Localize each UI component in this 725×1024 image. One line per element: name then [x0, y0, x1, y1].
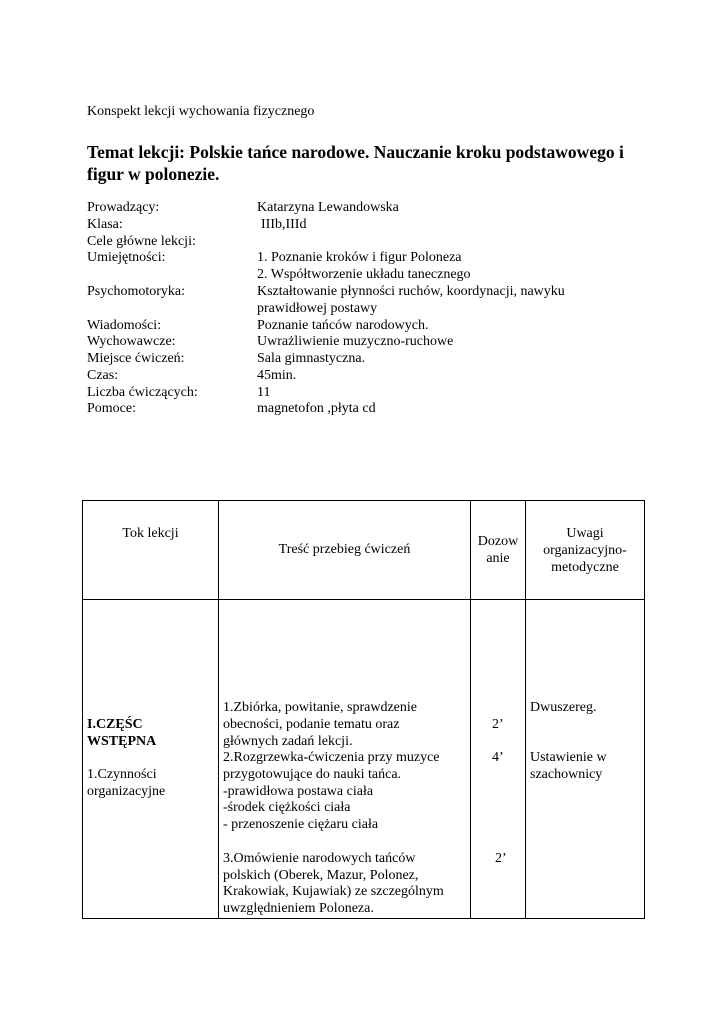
cell-exercise-content: [219, 600, 471, 919]
header-dosage-line-1: Dozow: [477, 534, 519, 549]
content-line-2: obecności, podanie tematu oraz: [223, 717, 400, 732]
info-value-class: IIIb,IIId: [261, 217, 307, 232]
info-value-skills-2: 2. Współtworzenie układu tanecznego: [257, 267, 471, 282]
header-dosage-line-2: anie: [486, 551, 510, 566]
note-2: Ustawienie w: [530, 750, 607, 765]
info-value-educational: Uwrażliwienie muzyczno-ruchowe: [257, 334, 454, 349]
info-label-psychomotor: Psychomotoryka:: [87, 284, 185, 299]
content-line-9: 3.Omówienie narodowych tańców: [223, 851, 416, 866]
info-value-psychomotor-2: prawidłowej postawy: [257, 301, 378, 316]
part-title-line-2: WSTĘPNA: [87, 734, 157, 749]
info-value-knowledge: Poznanie tańców narodowych.: [257, 318, 429, 333]
info-label-leader: Prowadzący:: [87, 200, 160, 215]
info-value-location: Sala gimnastyczna.: [257, 351, 366, 366]
info-value-time: 45min.: [257, 368, 297, 383]
dose-1: 2’: [492, 717, 504, 732]
content-line-3: głównych zadań lekcji.: [223, 734, 353, 749]
info-value-leader: Katarzyna Lewandowska: [257, 200, 399, 215]
note-1: Dwuszereg.: [530, 700, 597, 715]
info-label-time: Czas:: [87, 368, 119, 383]
table-row: [83, 600, 645, 919]
info-label-educational: Wychowawcze:: [87, 334, 176, 349]
subpart-line-2: organizacyjne: [87, 784, 166, 799]
content-line-10: polskich (Oberek, Mazur, Polonez,: [223, 868, 419, 883]
cell-notes: [526, 600, 645, 919]
note-3: szachownicy: [530, 767, 603, 782]
content-line-8: - przenoszenie ciężaru ciała: [223, 817, 379, 832]
info-label-knowledge: Wiadomości:: [87, 318, 162, 333]
header-exercise-content-label: Treść przebieg ćwiczeń: [278, 542, 411, 557]
document-heading: Konspekt lekcji wychowania fizycznego: [87, 104, 315, 119]
info-value-participants: 11: [257, 385, 271, 400]
subpart-line-1: 1.Czynności: [87, 767, 157, 782]
info-label-skills: Umiejętności:: [87, 250, 166, 265]
header-exercise-content: [219, 501, 471, 600]
content-line-1: 1.Zbiórka, powitanie, sprawdzenie: [223, 700, 417, 715]
dose-3: 2’: [495, 851, 507, 866]
content-line-7: -środek ciężkości ciała: [223, 800, 351, 815]
header-lesson-course: [83, 501, 219, 600]
content-line-12: uwzględnieniem Poloneza.: [223, 901, 374, 916]
content-line-5: przygotowujące do nauki tańca.: [223, 767, 402, 782]
lesson-plan-table: [82, 500, 645, 919]
content-line-4: 2.Rozgrzewka-ćwiczenia przy muzyce: [223, 750, 440, 765]
cell-lesson-part: [83, 600, 219, 919]
info-value-psychomotor-1: Kształtowanie płynności ruchów, koordynacji, nawyku: [257, 284, 565, 299]
header-notes-line-2: organizacyjno-: [543, 543, 627, 558]
table-header-row: [83, 501, 645, 600]
part-title-line-1: I.CZĘŚC: [87, 717, 143, 732]
info-label-aids: Pomoce:: [87, 401, 136, 416]
header-lesson-course-label: Tok lekcji: [122, 526, 179, 541]
header-notes-line-1: Uwagi: [566, 526, 604, 541]
info-label-main-goals: Cele główne lekcji:: [87, 234, 196, 249]
cell-dosage: [471, 600, 526, 919]
header-notes: [526, 501, 645, 600]
content-line-11: Krakowiak, Kujawiak) ze szczególnym: [223, 884, 444, 899]
lesson-topic-line-2: figur w polonezie.: [87, 164, 220, 184]
info-label-location: Miejsce ćwiczeń:: [87, 351, 185, 366]
info-label-participants: Liczba ćwiczących:: [87, 385, 198, 400]
header-dosage: [471, 501, 526, 600]
header-notes-line-3: metodyczne: [551, 560, 619, 575]
info-label-class: Klasa:: [87, 217, 123, 232]
info-value-skills-1: 1. Poznanie kroków i figur Poloneza: [257, 250, 462, 265]
dose-2: 4’: [492, 750, 504, 765]
info-value-aids: magnetofon ,płyta cd: [257, 401, 376, 416]
content-line-6: -prawidłowa postawa ciała: [223, 784, 374, 799]
lesson-topic-line-1: Temat lekcji: Polskie tańce narodowe. Nauczanie kroku podstawowego i: [87, 142, 624, 162]
